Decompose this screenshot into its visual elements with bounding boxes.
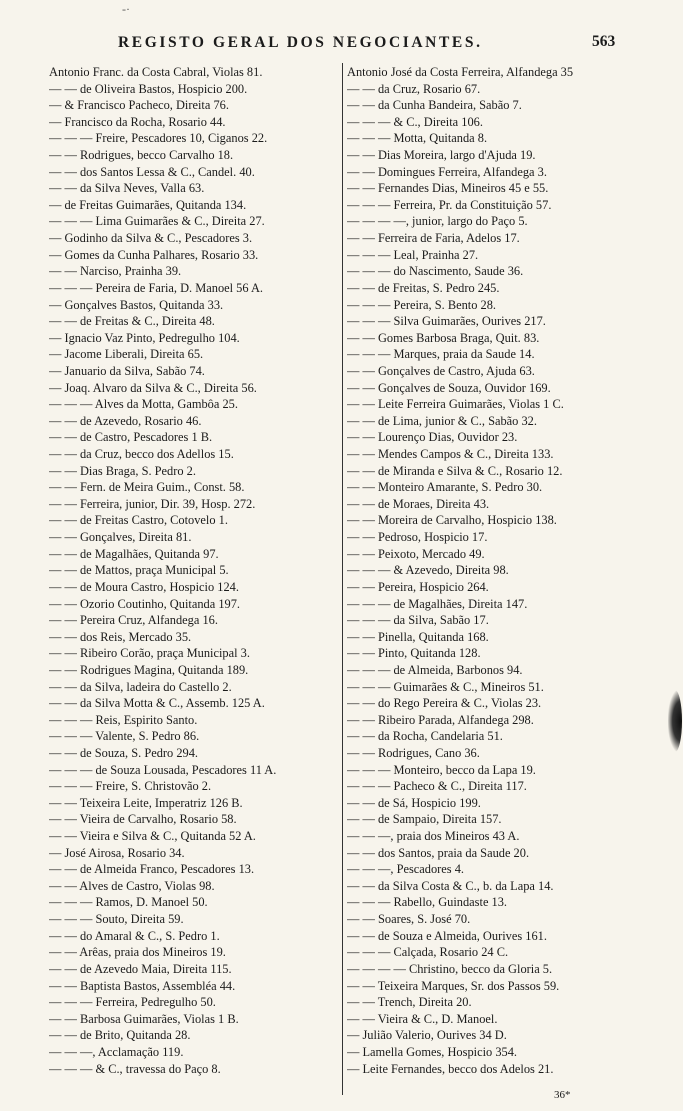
directory-entry: — — — — Christino, becco da Gloria 5. (347, 961, 553, 976)
directory-entry: — — Ferreira de Faria, Adelos 17. (347, 231, 520, 246)
directory-entry: — — Pinella, Quitanda 168. (347, 629, 489, 644)
ink-blot (668, 690, 682, 752)
directory-entry: — — Narciso, Prainha 39. (49, 264, 182, 279)
directory-entry: — — — de Almeida, Barbonos 94. (347, 662, 523, 677)
directory-entry: — — Pinto, Quitanda 128. (347, 646, 481, 661)
directory-entry: — — da Silva Motta & C., Assemb. 125 A. (49, 696, 265, 711)
directory-entry: — — de Lima, junior & C., Sabão 32. (347, 413, 537, 428)
directory-entry: — Joaq. Alvaro da Silva & C., Direita 56. (49, 380, 257, 395)
directory-entry: — de Freitas Guimarães, Quitanda 134. (49, 197, 247, 212)
directory-entry: — — Mendes Campos & C., Direita 133. (347, 447, 554, 462)
directory-entry: — — — —, junior, largo do Paço 5. (347, 214, 528, 229)
directory-entry: — — da Silva Costa & C., b. da Lapa 14. (347, 878, 554, 893)
directory-entry: — — de Freitas, S. Pedro 245. (347, 280, 500, 295)
directory-entry: — Gomes da Cunha Palhares, Rosario 33. (49, 247, 259, 262)
directory-entry: — — — Alves da Motta, Gambôa 25. (49, 397, 238, 412)
directory-entry: — José Airosa, Rosario 34. (49, 845, 185, 860)
directory-entry: — Julião Valerio, Ourives 34 D. (347, 1028, 507, 1043)
directory-entry: — — Ribeiro Corão, praça Municipal 3. (49, 646, 250, 661)
directory-entry: — — de Souza e Almeida, Ourives 161. (347, 928, 547, 943)
directory-entry: — — de Souza, S. Pedro 294. (49, 745, 199, 760)
page-title: REGISTO GERAL DOS NEGOCIANTES. (118, 34, 483, 51)
directory-entry: — — Ferreira, junior, Dir. 39, Hosp. 272. (49, 496, 256, 511)
directory-entry: — — da Cruz, becco dos Adellos 15. (49, 447, 234, 462)
directory-entry: — — de Azevedo, Rosario 46. (49, 413, 202, 428)
directory-entry: — — dos Reis, Mercado 35. (49, 629, 192, 644)
directory-entry: — — — Reis, Espirito Santo. (49, 712, 198, 727)
directory-entry: — Jacome Liberali, Direita 65. (49, 347, 204, 362)
directory-entry: — — — Ferreira, Pedregulho 50. (49, 995, 216, 1010)
directory-entry: — — Pereira, Hospicio 264. (347, 579, 489, 594)
directory-entry: — — de Oliveira Bastos, Hospicio 200. (49, 81, 248, 96)
directory-entry: — — Rodrigues, Cano 36. (347, 745, 480, 760)
directory-entry: — — — & Azevedo, Direita 98. (347, 563, 509, 578)
directory-entry: — — da Rocha, Candelaria 51. (347, 729, 503, 744)
directory-entry: — — de Sampaio, Direita 157. (347, 812, 502, 827)
top-mark: -· (122, 2, 130, 16)
directory-entry: — — — Souto, Direita 59. (49, 912, 184, 927)
directory-entry: — — Gonçalves de Souza, Ouvidor 169. (347, 380, 551, 395)
directory-entry: — — — Valente, S. Pedro 86. (49, 729, 200, 744)
directory-entry: — — Domingues Ferreira, Alfandega 3. (347, 164, 547, 179)
directory-entry: — — Alves de Castro, Violas 98. (49, 878, 215, 893)
directory-entry: — Leite Fernandes, becco dos Adelos 21. (347, 1061, 554, 1076)
directory-entry: — — Ribeiro Parada, Alfandega 298. (347, 712, 534, 727)
directory-entry: — — Teixeira Marques, Sr. dos Passos 59. (347, 978, 560, 993)
directory-entry: — — — Monteiro, becco da Lapa 19. (347, 762, 536, 777)
column-divider (342, 63, 343, 1095)
directory-entry: — — Moreira de Carvalho, Hospicio 138. (347, 513, 557, 528)
directory-entry: — — Lourenço Dias, Ouvidor 23. (347, 430, 518, 445)
directory-entry: — Gonçalves Bastos, Quitanda 33. (49, 297, 224, 312)
directory-entry: — — — Rabello, Guindaste 13. (347, 895, 508, 910)
directory-entry: — — Peixoto, Mercado 49. (347, 546, 485, 561)
directory-entry: — — Dias Braga, S. Pedro 2. (49, 463, 196, 478)
directory-entry: — — Gonçalves, Direita 81. (49, 530, 192, 545)
directory-entry: — — — do Nascimento, Saude 36. (347, 264, 524, 279)
page-number: 563 (592, 33, 616, 50)
directory-entry: — — — & C., travessa do Paço 8. (49, 1061, 221, 1076)
directory-entry: — — Vieira de Carvalho, Rosario 58. (49, 812, 237, 827)
directory-entry: — — — Marques, praia da Saude 14. (347, 347, 535, 362)
directory-entry: Antonio Franc. da Costa Cabral, Violas 81. (49, 65, 263, 79)
directory-entry: — — — Leal, Prainha 27. (347, 247, 479, 262)
directory-entry: — — de Mattos, praça Municipal 5. (49, 563, 229, 578)
directory-entry: — — — de Souza Lousada, Pescadores 11 A. (49, 762, 277, 777)
directory-entry: — Francisco da Rocha, Rosario 44. (49, 114, 226, 129)
directory-entry: — — da Silva, ladeira do Castello 2. (49, 679, 232, 694)
directory-entry: — — Dias Moreira, largo d'Ajuda 19. (347, 148, 536, 163)
directory-entry: — — de Miranda e Silva & C., Rosario 12. (347, 463, 563, 478)
directory-entry: — — — Lima Guimarães & C., Direita 27. (49, 214, 265, 229)
directory-entry: — — — Pereira, S. Bento 28. (347, 297, 497, 312)
directory-entry: — — Barbosa Guimarães, Violas 1 B. (49, 1011, 239, 1026)
directory-entry: — — Gomes Barbosa Braga, Quit. 83. (347, 330, 540, 345)
directory-entry: — — Pereira Cruz, Alfandega 16. (49, 613, 218, 628)
directory-entry: — — —, praia dos Mineiros 43 A. (347, 829, 520, 844)
directory-entry: — — — Guimarães & C., Mineiros 51. (347, 679, 544, 694)
signature-mark: 36* (554, 1089, 571, 1101)
directory-entry: — — — Freire, S. Christovão 2. (49, 779, 212, 794)
directory-entry: Antonio José da Costa Ferreira, Alfandega 35 (347, 65, 574, 79)
directory-entry: — — — Pereira de Faria, D. Manoel 56 A. (49, 280, 264, 295)
directory-entry: — — — & C., Direita 106. (347, 114, 483, 129)
directory-entry: — — de Sá, Hospicio 199. (347, 795, 481, 810)
directory-entry: — Godinho da Silva & C., Pescadores 3. (49, 231, 253, 246)
directory-entry: — & Francisco Pacheco, Direita 76. (49, 98, 229, 113)
directory-entry: — — de Castro, Pescadores 1 B. (49, 430, 213, 445)
directory-entry: — — Leite Ferreira Guimarães, Violas 1 C. (347, 397, 564, 412)
directory-entry: — Ignacio Vaz Pinto, Pedregulho 104. (49, 330, 240, 345)
directory-entry: — — — da Silva, Sabão 17. (347, 613, 489, 628)
directory-entry: — — Monteiro Amarante, S. Pedro 30. (347, 480, 543, 495)
directory-entry: — — — Calçada, Rosario 24 C. (347, 945, 509, 960)
directory-entry: — — de Brito, Quitanda 28. (49, 1028, 191, 1043)
directory-entry: — — —, Pescadores 4. (347, 862, 465, 877)
directory-entry: — — — Ferreira, Pr. da Constituição 57. (347, 197, 552, 212)
directory-entry: — — Gonçalves de Castro, Ajuda 63. (347, 363, 535, 378)
directory-entry: — — — Motta, Quitanda 8. (347, 131, 488, 146)
directory-entry: — — — Ramos, D. Manoel 50. (49, 895, 208, 910)
directory-entry: — Lamella Gomes, Hospicio 354. (347, 1044, 517, 1059)
directory-entry: — — de Azevedo Maia, Direita 115. (49, 961, 232, 976)
directory-entry: — — dos Santos, praia da Saude 20. (347, 845, 530, 860)
directory-entry: — — de Freitas Castro, Cotovelo 1. (49, 513, 228, 528)
directory-entry: — — de Freitas & C., Direita 48. (49, 314, 215, 329)
directory-entry: — — Fern. de Meira Guim., Const. 58. (49, 480, 245, 495)
directory-entry: — — Ozorio Coutinho, Quitanda 197. (49, 596, 241, 611)
directory-entry: — — da Cunha Bandeira, Sabão 7. (347, 98, 522, 113)
directory-entry: — — Soares, S. José 70. (347, 912, 471, 927)
directory-entry: — — Pedroso, Hospicio 17. (347, 530, 488, 545)
directory-entry: — — Arêas, praia dos Mineiros 19. (49, 945, 226, 960)
directory-entry: — — do Rego Pereira & C., Violas 23. (347, 696, 542, 711)
directory-entry: — — de Almeida Franco, Pescadores 13. (49, 862, 255, 877)
directory-entry: — — — de Magalhães, Direita 147. (347, 596, 528, 611)
directory-entry: — — Trench, Direita 20. (347, 995, 472, 1010)
page-header (0, 34, 683, 56)
directory-entry: — — da Silva Neves, Valla 63. (49, 181, 205, 196)
directory-entry: — — — Freire, Pescadores 10, Ciganos 22. (49, 131, 268, 146)
directory-entry: — Januario da Silva, Sabão 74. (49, 363, 205, 378)
directory-entry: — — Teixeira Leite, Imperatriz 126 B. (49, 795, 243, 810)
directory-entry: — — Rodrigues Magina, Quitanda 189. (49, 662, 249, 677)
directory-entry: — — — Pacheco & C., Direita 117. (347, 779, 527, 794)
directory-entry: — — de Moura Castro, Hospicio 124. (49, 579, 239, 594)
directory-entry: — — de Magalhães, Quitanda 97. (49, 546, 219, 561)
directory-entry: — — — Silva Guimarães, Ourives 217. (347, 314, 546, 329)
directory-entry: — — Baptista Bastos, Assembléa 44. (49, 978, 236, 993)
directory-entry: — — Rodrigues, becco Carvalho 18. (49, 148, 234, 163)
left-column (49, 64, 341, 1077)
right-column (347, 64, 627, 1077)
directory-entry: — — Fernandes Dias, Mineiros 45 e 55. (347, 181, 549, 196)
directory-entry: — — de Moraes, Direita 43. (347, 496, 490, 511)
directory-entry: — — dos Santos Lessa & C., Candel. 40. (49, 164, 255, 179)
directory-entry: — — Vieira e Silva & C., Quitanda 52 A. (49, 829, 256, 844)
directory-entry: — — da Cruz, Rosario 67. (347, 81, 481, 96)
directory-entry: — — —, Acclamação 119. (49, 1044, 184, 1059)
directory-entry: — — do Amaral & C., S. Pedro 1. (49, 928, 220, 943)
directory-entry: — — Vieira & C., D. Manoel. (347, 1011, 498, 1026)
